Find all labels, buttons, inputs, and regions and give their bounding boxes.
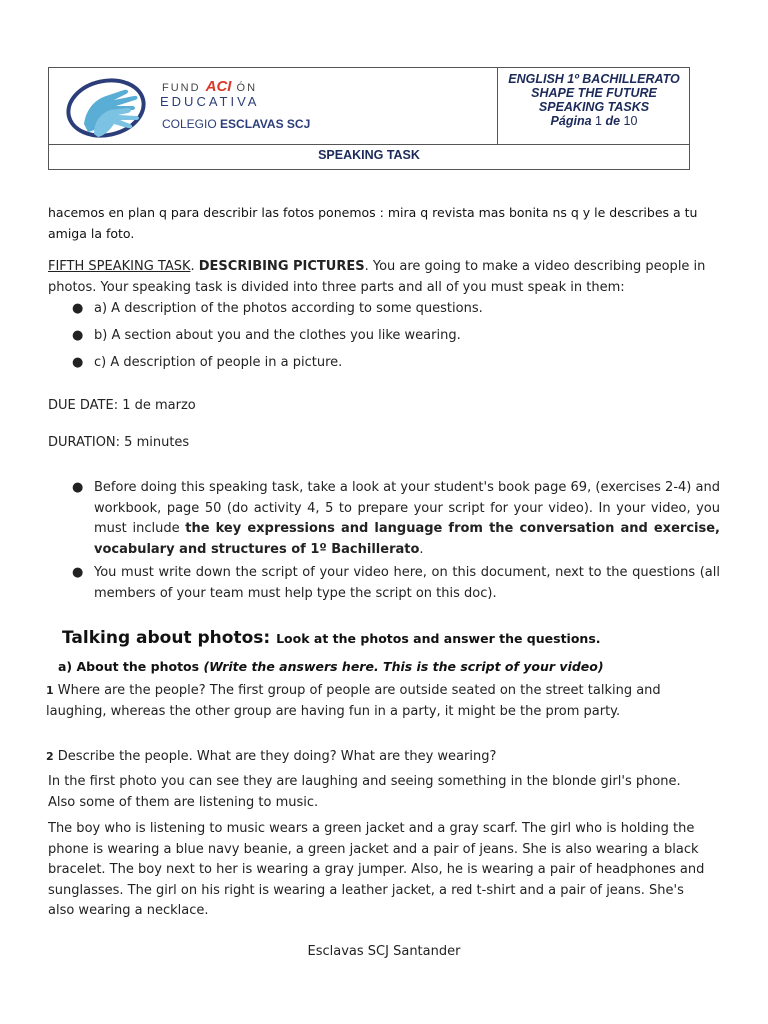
bullet-icon: ●: [72, 565, 84, 580]
logo-educativa: EDUCATIVA: [160, 94, 260, 109]
task-description: [48, 257, 720, 298]
question-number: 2: [46, 750, 54, 763]
question-number: 1: [46, 684, 54, 697]
course-section: SPEAKING TASKS: [538, 100, 650, 114]
course-book: SHAPE THE FUTURE: [531, 86, 657, 100]
speaking-task-header: SPEAKING TASK: [318, 148, 420, 162]
instruction-text: You must write down the script of your video here, on this document, next to the questions (all members of your team must help type the script on this doc).: [94, 565, 720, 601]
page-current: 1: [595, 114, 602, 128]
list-item-text: c) A description of people in a picture.: [94, 355, 343, 370]
bullet-icon: ●: [72, 301, 84, 316]
page-label: Página: [550, 114, 592, 128]
footer: Esclavas SCJ Santander: [307, 944, 461, 959]
subsection-note: (Write the answers here. This is the script of your video): [203, 659, 604, 674]
colegio-name: ESCLAVAS SCJ: [220, 117, 311, 131]
subsection-heading: [58, 659, 604, 674]
duration: DURATION: 5 minutes: [48, 435, 190, 450]
list-item-text: b) A section about you and the clothes you like wearing.: [94, 328, 461, 343]
answer-paragraph: The boy who is listening to music wears a green jacket and a gray scarf. The girl who is holding the phone is wearing a blue navy beanie, a green jacket and a pair of jeans. She is also wearing a black bracelet. The boy next to her is wearing a gray jumper. Also, he is wearing a pair of headphones and sunglasses. The girl on his right is wearing a leather jacket, a red t-shirt and a pair of jeans. She's also wearing a necklace.: [48, 821, 705, 918]
question-answer: Where are the people? The first group of people are outside seated on the street talking and laughing, whereas the other group are having fun in a party, it might be the prom party.: [46, 683, 661, 719]
instruction-text: [94, 478, 720, 560]
bullet-icon: ●: [72, 480, 84, 495]
logo-fund-text: [162, 78, 257, 95]
subsection-label: a) About the photos: [58, 659, 204, 674]
page-total: 10: [623, 114, 638, 128]
question-text: Describe the people. What are they doing? What are they wearing?: [57, 749, 497, 764]
logo-fund-prefix: FUND: [162, 82, 201, 94]
task-sep: .: [190, 259, 199, 274]
list-item-text: a) A description of the photos according to some questions.: [94, 301, 483, 316]
logo-colegio: [162, 117, 310, 131]
task-bold-title: DESCRIBING PICTURES: [198, 259, 365, 274]
bullet-icon: ●: [72, 355, 84, 370]
heading-title: Talking about photos:: [62, 628, 271, 648]
intro-note: hacemos en plan q para describir las fotos ponemos : mira q revista mas bonita ns q y le describes a tu amiga la foto.: [48, 205, 698, 241]
instruction-part: Before doing this speaking task, take a look at your student's book page 69, (exercises 2-4) and workbook, page 50 (do activity 4, 5 to prepare your script for your video). In your video, you must include: [94, 480, 720, 536]
instruction-bold: the key expressions and language from the conversation and exercise, vocabulary and structures of 1º Bachillerato: [94, 521, 720, 557]
header-course-info: [498, 72, 690, 128]
task-label: FIFTH SPEAKING TASK: [48, 259, 191, 274]
page-de: de: [605, 114, 621, 128]
bullet-icon: ●: [72, 328, 84, 343]
course-title: ENGLISH 1º BACHILLERATO: [508, 72, 680, 86]
instruction-end: .: [419, 541, 424, 557]
logo-fund-suffix: ÓN: [236, 82, 258, 94]
question-2: [46, 747, 718, 768]
page-indicator: [498, 114, 690, 128]
colegio-prefix: COLEGIO: [162, 117, 217, 131]
header-divider-horizontal: [48, 144, 690, 145]
section-heading: [62, 628, 601, 648]
heading-subtitle: Look at the photos and answer the questions.: [276, 631, 601, 646]
due-date: DUE DATE: 1 de marzo: [48, 398, 196, 413]
question-1: [46, 681, 706, 722]
answer-paragraph: In the first photo you can see they are laughing and seeing something in the blonde girl's phone. Also some of them are listening to music.: [48, 774, 681, 810]
task-rest: . You are going to make a video describing people in photos. Your speaking task is divided into three parts and all of you must speak in them:: [48, 259, 706, 295]
logo-aci: ACI: [205, 78, 232, 95]
